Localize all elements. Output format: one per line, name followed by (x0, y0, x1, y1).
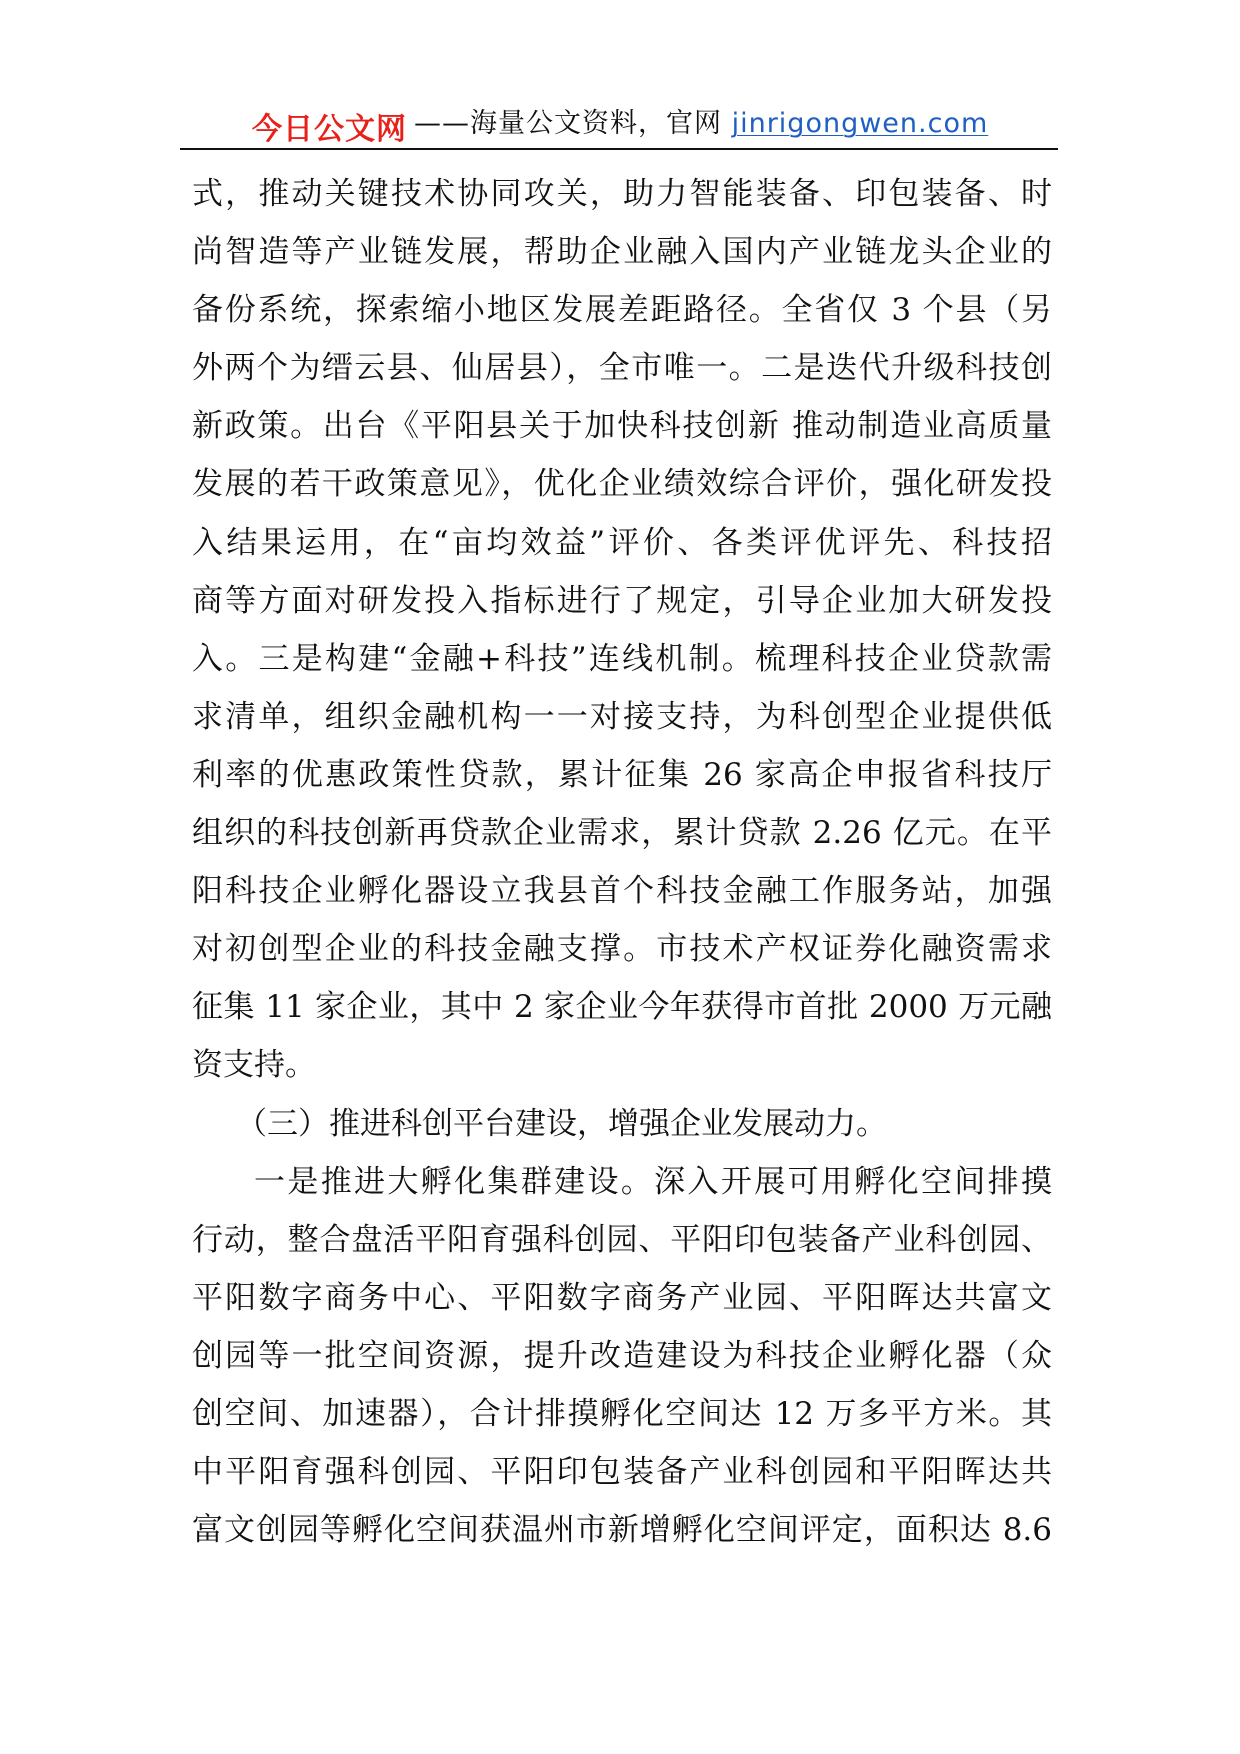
text-line: 求清单，组织金融机构一一对接支持，为科创型企业提供低 (192, 698, 1052, 735)
text-line: 创园等一批空间资源，提升改造建设为科技企业孵化器（众 (192, 1337, 1052, 1374)
header-tagline (414, 104, 988, 144)
text-line: 组织的科技创新再贷款企业需求，累计贷款 2.26 亿元。在平 (192, 815, 1052, 852)
text-line: 行动，整合盘活平阳育强科创园、平阳印包装备产业科创园、 (192, 1221, 1052, 1258)
text-line: 商等方面对研发投入指标进行了规定，引导企业加大研发投 (192, 582, 1052, 619)
text-line: 征集 11 家企业，其中 2 家企业今年获得市首批 2000 万元融 (192, 989, 1052, 1026)
header-divider (180, 148, 1058, 150)
section-heading: （三）推进科创平台建设，增强企业发展动力。 (236, 1105, 887, 1142)
text-line: 中平阳育强科创园、平阳印包装备产业科创园和平阳晖达共 (192, 1454, 1052, 1491)
site-url-link[interactable]: jinrigongwen.com (731, 108, 989, 139)
text-line: 资支持。 (192, 1047, 316, 1084)
text-line: 外两个为缙云县、仙居县），全市唯一。二是迭代升级科技创 (192, 350, 1052, 387)
tagline-text: ——海量公文资料，官网 (414, 108, 732, 139)
text-line: 利率的优惠政策性贷款，累计征集 26 家高企申报省科技厅 (192, 756, 1052, 793)
text-line: 阳科技企业孵化器设立我县首个科技金融工作服务站，加强 (192, 873, 1052, 910)
text-line: 创空间、加速器），合计排摸孵化空间达 12 万多平方米。其 (192, 1395, 1052, 1432)
text-line: 尚智造等产业链发展，帮助企业融入国内产业链龙头企业的 (192, 234, 1052, 271)
document-body (192, 165, 1052, 1559)
page-header (180, 104, 1060, 147)
text-line: 平阳数字商务中心、平阳数字商务产业园、平阳晖达共富文 (192, 1279, 1052, 1316)
text-line: 对初创型企业的科技金融支撑。市技术产权证券化融资需求 (192, 931, 1052, 968)
text-line: 备份系统，探索缩小地区发展差距路径。全省仅 3 个县（另 (192, 292, 1052, 329)
text-line: 入。三是构建“金融+科技”连线机制。梳理科技企业贷款需 (192, 640, 1052, 677)
text-line: 入结果运用，在“亩均效益”评价、各类评优评先、科技招 (192, 524, 1052, 561)
text-line: 新政策。出台《平阳县关于加快科技创新 推动制造业高质量 (192, 408, 1052, 445)
paragraph-first-line: 一是推进大孵化集群建设。深入开展可用孵化空间排摸 (254, 1163, 1052, 1200)
site-brand: 今日公文网 (252, 112, 407, 147)
text-line: 富文创园等孵化空间获温州市新增孵化空间评定，面积达 8.6 (192, 1512, 1052, 1549)
text-line: 式，推动关键技术协同攻关，助力智能装备、印包装备、时 (192, 176, 1052, 212)
text-line: 发展的若干政策意见》，优化企业绩效综合评价，强化研发投 (192, 466, 1052, 503)
